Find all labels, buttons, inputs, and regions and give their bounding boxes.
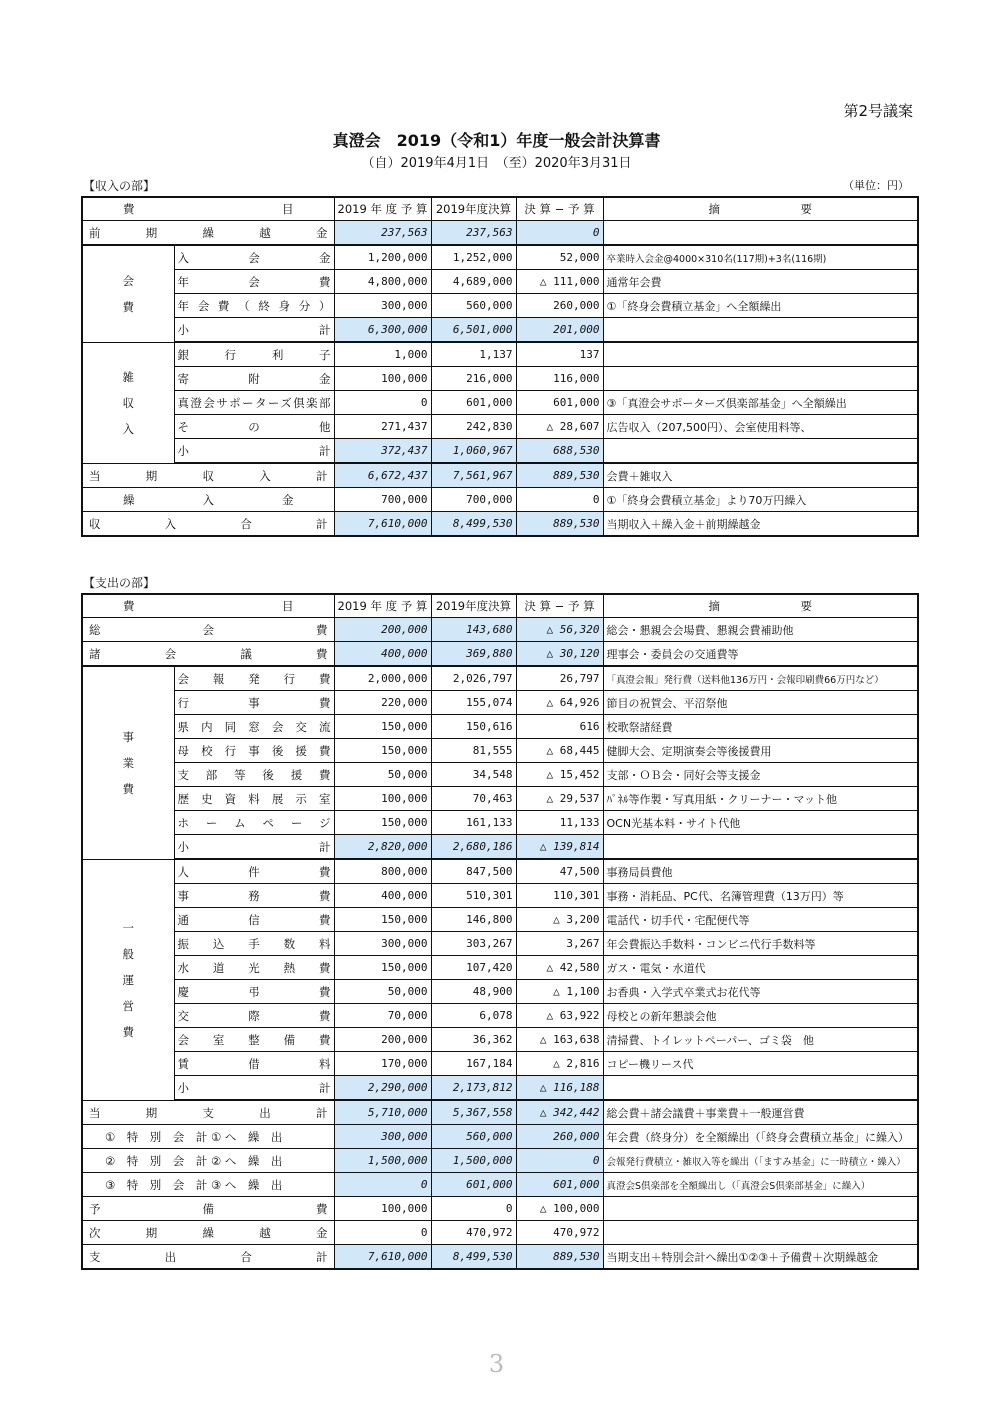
actual-cell: 560,000 xyxy=(431,294,516,318)
diff-cell: 3,267 xyxy=(516,932,603,956)
diff-cell: △ 15,452 xyxy=(516,763,603,787)
table-row xyxy=(82,642,918,667)
note-cell: ①「終身会費積立基金」へ全額繰出 xyxy=(603,294,918,318)
note-cell: OCN光基本料・サイト代他 xyxy=(603,811,918,835)
subtotal-label: 小 計 xyxy=(174,439,334,464)
actual-cell: 4,689,000 xyxy=(431,270,516,294)
diff-cell: △ 163,638 xyxy=(516,1028,603,1052)
actual-cell: 1,252,000 xyxy=(431,245,516,270)
table-row xyxy=(82,294,918,318)
table-row xyxy=(82,1004,918,1028)
row-label: 次期繰越金 xyxy=(82,1221,334,1245)
diff-cell: 26,797 xyxy=(516,666,603,691)
note-cell: ﾊﾟﾈﾙ等作製・写真用紙・クリーナー・マット他 xyxy=(603,787,918,811)
table-row xyxy=(82,221,918,246)
note-cell xyxy=(603,1221,918,1245)
diff-cell: 260,000 xyxy=(516,294,603,318)
table-row xyxy=(82,884,918,908)
budget-cell: 4,800,000 xyxy=(334,270,431,294)
diff-cell: 889,530 xyxy=(516,512,603,537)
row-label: 銀行利子 xyxy=(174,342,334,367)
diff-cell: 137 xyxy=(516,342,603,367)
expense-table xyxy=(81,593,919,1270)
table-row xyxy=(82,415,918,439)
header-budget: 2019 年 度 予 算 xyxy=(334,594,431,618)
table-row xyxy=(82,715,918,739)
note-cell: 「真澄会報」発行費（送料他136万円・会報印刷費66万円など） xyxy=(603,666,918,691)
budget-cell: 150,000 xyxy=(334,715,431,739)
category-label: 一 般 運 営 費 xyxy=(122,920,134,1039)
diff-cell: 601,000 xyxy=(516,391,603,415)
diff-cell: 601,000 xyxy=(516,1173,603,1197)
budget-cell: 150,000 xyxy=(334,956,431,980)
budget-cell: 7,610,000 xyxy=(334,1245,431,1270)
note-cell: 母校との新年懇談会他 xyxy=(603,1004,918,1028)
actual-cell: 1,137 xyxy=(431,342,516,367)
table-row xyxy=(82,1197,918,1221)
table-row xyxy=(82,512,918,537)
note-cell: ①「終身会費積立基金」より70万円繰入 xyxy=(603,488,918,512)
note-cell: 事務・消耗品、PC代、名簿管理費（13万円）等 xyxy=(603,884,918,908)
actual-cell: 36,362 xyxy=(431,1028,516,1052)
diff-cell: △ 56,320 xyxy=(516,618,603,642)
note-cell: 健脚大会、定期演奏会等後援費用 xyxy=(603,739,918,763)
note-cell: ③「真澄会サポーターズ倶楽部基金」へ全額繰出 xyxy=(603,391,918,415)
row-label: 事務費 xyxy=(174,884,334,908)
budget-cell: 70,000 xyxy=(334,1004,431,1028)
header-budget: 2019 年 度 予 算 xyxy=(334,197,431,221)
note-cell: 真澄会S倶楽部を全額繰出し（「真澄会S倶楽部基金」に繰入） xyxy=(603,1173,918,1197)
row-label: 当期支出計 xyxy=(82,1100,334,1125)
category-label: 雑 収 入 xyxy=(122,369,134,436)
table-row xyxy=(82,463,918,488)
budget-cell: 170,000 xyxy=(334,1052,431,1076)
diff-cell: △ 42,580 xyxy=(516,956,603,980)
table-row xyxy=(82,270,918,294)
row-label: 年会費（終身分） xyxy=(174,294,334,318)
diff-cell: 0 xyxy=(516,221,603,246)
category-label: 会 費 xyxy=(122,273,134,314)
actual-cell: 700,000 xyxy=(431,488,516,512)
row-label: 交際費 xyxy=(174,1004,334,1028)
diff-cell: 201,000 xyxy=(516,318,603,343)
actual-cell: 560,000 xyxy=(431,1125,516,1149)
actual-cell: 2,680,186 xyxy=(431,835,516,860)
header-note: 摘 要 xyxy=(603,197,918,221)
note-cell xyxy=(603,342,918,367)
header-row xyxy=(82,594,918,618)
note-cell xyxy=(603,835,918,860)
budget-cell: 7,610,000 xyxy=(334,512,431,537)
row-label: ホームページ xyxy=(174,811,334,835)
budget-cell: 200,000 xyxy=(334,618,431,642)
budget-cell: 300,000 xyxy=(334,294,431,318)
row-label: 寄附金 xyxy=(174,367,334,391)
note-cell xyxy=(603,367,918,391)
diff-cell: 616 xyxy=(516,715,603,739)
row-label: ③ 特 別 会 計 ③ へ 繰 出 xyxy=(82,1173,334,1197)
actual-cell: 303,267 xyxy=(431,932,516,956)
actual-cell: 155,074 xyxy=(431,691,516,715)
budget-cell: 271,437 xyxy=(334,415,431,439)
diff-cell: △ 116,188 xyxy=(516,1076,603,1101)
diff-cell: △ 111,000 xyxy=(516,270,603,294)
note-cell: ガス・電気・水道代 xyxy=(603,956,918,980)
header-diff: 決 算 − 予 算 xyxy=(516,594,603,618)
table-row xyxy=(82,763,918,787)
diff-cell: 0 xyxy=(516,488,603,512)
table-row xyxy=(82,691,918,715)
expense-section-label: 【支出の部】 xyxy=(83,576,156,590)
diff-cell: 52,000 xyxy=(516,245,603,270)
budget-cell: 372,437 xyxy=(334,439,431,464)
actual-cell: 5,367,558 xyxy=(431,1100,516,1125)
header-actual: 2019年度決算 xyxy=(431,594,516,618)
actual-cell: 48,900 xyxy=(431,980,516,1004)
table-row xyxy=(82,908,918,932)
note-cell: 通常年会費 xyxy=(603,270,918,294)
table-row xyxy=(82,1149,918,1173)
table-row xyxy=(82,1221,918,1245)
actual-cell: 6,501,000 xyxy=(431,318,516,343)
row-label: 収入合計 xyxy=(82,512,334,537)
subtotal-row xyxy=(82,1076,918,1101)
diff-cell: △ 3,200 xyxy=(516,908,603,932)
actual-cell: 510,301 xyxy=(431,884,516,908)
actual-cell: 107,420 xyxy=(431,956,516,980)
diff-cell: △ 30,120 xyxy=(516,642,603,667)
table-row xyxy=(82,811,918,835)
actual-cell: 150,616 xyxy=(431,715,516,739)
note-cell: 事務局員費他 xyxy=(603,859,918,884)
row-label: 慶弔費 xyxy=(174,980,334,1004)
budget-cell: 800,000 xyxy=(334,859,431,884)
actual-cell: 6,078 xyxy=(431,1004,516,1028)
subtotal-label: 小 計 xyxy=(174,318,334,343)
table-row xyxy=(82,1125,918,1149)
agenda-number: 第2号議案 xyxy=(843,102,913,120)
note-cell: 理事会・委員会の交通費等 xyxy=(603,642,918,667)
budget-cell: 400,000 xyxy=(334,884,431,908)
note-cell xyxy=(603,439,918,464)
diff-cell: △ 139,814 xyxy=(516,835,603,860)
budget-cell: 0 xyxy=(334,391,431,415)
note-cell: 清掃費、トイレットペーパー、ゴミ袋 他 xyxy=(603,1028,918,1052)
table-row xyxy=(82,932,918,956)
actual-cell: 369,880 xyxy=(431,642,516,667)
note-cell: 当期支出＋特別会計へ繰出①②③＋予備費＋次期繰越金 xyxy=(603,1245,918,1270)
diff-cell: 110,301 xyxy=(516,884,603,908)
note-cell: 会費＋雑収入 xyxy=(603,463,918,488)
header-note: 摘 要 xyxy=(603,594,918,618)
note-cell: コピー機リース代 xyxy=(603,1052,918,1076)
actual-cell: 2,173,812 xyxy=(431,1076,516,1101)
budget-cell: 100,000 xyxy=(334,787,431,811)
diff-cell: △ 68,445 xyxy=(516,739,603,763)
table-row xyxy=(82,1173,918,1197)
table-row xyxy=(82,367,918,391)
page-number: 3 xyxy=(488,1350,505,1378)
actual-cell: 7,561,967 xyxy=(431,463,516,488)
actual-cell: 167,184 xyxy=(431,1052,516,1076)
budget-cell: 0 xyxy=(334,1221,431,1245)
row-label: 賃借料 xyxy=(174,1052,334,1076)
subtotal-label: 小 計 xyxy=(174,1076,334,1101)
table-row xyxy=(82,488,918,512)
diff-cell: △ 2,816 xyxy=(516,1052,603,1076)
note-cell: 総会費＋諸会議費＋事業費＋一般運営費 xyxy=(603,1100,918,1125)
table-row xyxy=(82,342,918,367)
actual-cell: 470,972 xyxy=(431,1221,516,1245)
actual-cell: 143,680 xyxy=(431,618,516,642)
actual-cell: 242,830 xyxy=(431,415,516,439)
budget-cell: 700,000 xyxy=(334,488,431,512)
actual-cell: 81,555 xyxy=(431,739,516,763)
budget-cell: 1,200,000 xyxy=(334,245,431,270)
note-cell xyxy=(603,221,918,246)
row-label: 真澄会サポーターズ倶楽部 xyxy=(174,391,334,415)
budget-cell: 0 xyxy=(334,1173,431,1197)
actual-cell: 237,563 xyxy=(431,221,516,246)
table-row xyxy=(82,1100,918,1125)
row-label: 予備費 xyxy=(82,1197,334,1221)
row-label: 会室整備費 xyxy=(174,1028,334,1052)
actual-cell: 8,499,530 xyxy=(431,512,516,537)
row-label: 入会金 xyxy=(174,245,334,270)
diff-cell: 11,133 xyxy=(516,811,603,835)
note-cell: 電話代・切手代・宅配便代等 xyxy=(603,908,918,932)
row-label: 支部等後援費 xyxy=(174,763,334,787)
diff-cell: 0 xyxy=(516,1149,603,1173)
unit-label: （単位：円） xyxy=(843,179,909,192)
actual-cell: 847,500 xyxy=(431,859,516,884)
actual-cell: 34,548 xyxy=(431,763,516,787)
note-cell xyxy=(603,1076,918,1101)
budget-cell: 237,563 xyxy=(334,221,431,246)
table-row xyxy=(82,787,918,811)
row-label: 総会費 xyxy=(82,618,334,642)
row-label: 人件費 xyxy=(174,859,334,884)
budget-cell: 100,000 xyxy=(334,1197,431,1221)
diff-cell: △ 63,922 xyxy=(516,1004,603,1028)
header-diff: 決 算 − 予 算 xyxy=(516,197,603,221)
row-label: 繰入金 xyxy=(82,488,334,512)
table-row xyxy=(82,980,918,1004)
category-cell xyxy=(82,342,174,463)
income-table xyxy=(81,196,919,537)
budget-cell: 400,000 xyxy=(334,642,431,667)
row-label: 振込手数料 xyxy=(174,932,334,956)
header-item: 費 目 xyxy=(82,594,334,618)
table-row xyxy=(82,666,918,691)
row-label: ① 特 別 会 計 ① へ 繰 出 xyxy=(82,1125,334,1149)
budget-cell: 2,000,000 xyxy=(334,666,431,691)
table-row xyxy=(82,1245,918,1270)
actual-cell: 216,000 xyxy=(431,367,516,391)
row-label: 年会費 xyxy=(174,270,334,294)
note-cell: 会報発行費積立・雑収入等を繰出（「ますみ基金」に一時積立・繰入） xyxy=(603,1149,918,1173)
row-label: 歴史資料展示室 xyxy=(174,787,334,811)
header-row xyxy=(82,197,918,221)
diff-cell: 470,972 xyxy=(516,1221,603,1245)
diff-cell: 688,530 xyxy=(516,439,603,464)
fiscal-period: （自）2019年4月1日 （至）2020年3月31日 xyxy=(361,156,632,171)
row-label: 諸会議費 xyxy=(82,642,334,667)
table-row xyxy=(82,245,918,270)
table-row xyxy=(82,956,918,980)
row-label: 母校行事後援費 xyxy=(174,739,334,763)
budget-cell: 100,000 xyxy=(334,367,431,391)
diff-cell: △ 64,926 xyxy=(516,691,603,715)
budget-cell: 150,000 xyxy=(334,811,431,835)
table-row xyxy=(82,1052,918,1076)
subtotal-label: 小 計 xyxy=(174,835,334,860)
budget-cell: 300,000 xyxy=(334,932,431,956)
row-label: 会報発行費 xyxy=(174,666,334,691)
note-cell: 広告収入（207,500円）、会室使用料等、 xyxy=(603,415,918,439)
note-cell: 支部・ＯＢ会・同好会等支援金 xyxy=(603,763,918,787)
actual-cell: 8,499,530 xyxy=(431,1245,516,1270)
row-label: 水道光熱費 xyxy=(174,956,334,980)
diff-cell: △ 342,442 xyxy=(516,1100,603,1125)
row-label: 前期繰越金 xyxy=(82,221,334,246)
income-section-label: 【収入の部】 xyxy=(83,179,156,193)
note-cell: 卒業時入会金@4000×310名(117期)+3名(116期) xyxy=(603,245,918,270)
row-label: ② 特 別 会 計 ② へ 繰 出 xyxy=(82,1149,334,1173)
row-label: 通信費 xyxy=(174,908,334,932)
diff-cell: 889,530 xyxy=(516,1245,603,1270)
actual-cell: 161,133 xyxy=(431,811,516,835)
diff-cell: △ 28,607 xyxy=(516,415,603,439)
budget-cell: 6,300,000 xyxy=(334,318,431,343)
budget-cell: 220,000 xyxy=(334,691,431,715)
diff-cell: △ 100,000 xyxy=(516,1197,603,1221)
note-cell: お香典・入学式卒業式お花代等 xyxy=(603,980,918,1004)
note-cell: 総会・懇親会会場費、懇親会費補助他 xyxy=(603,618,918,642)
category-label: 事 業 費 xyxy=(122,729,134,796)
budget-cell: 50,000 xyxy=(334,980,431,1004)
diff-cell: 47,500 xyxy=(516,859,603,884)
note-cell: 校歌祭諸経費 xyxy=(603,715,918,739)
budget-cell: 200,000 xyxy=(334,1028,431,1052)
category-cell xyxy=(82,666,174,859)
actual-cell: 1,500,000 xyxy=(431,1149,516,1173)
actual-cell: 601,000 xyxy=(431,1173,516,1197)
table-row xyxy=(82,1028,918,1052)
header-item: 費 目 xyxy=(82,197,334,221)
note-cell xyxy=(603,318,918,343)
actual-cell: 2,026,797 xyxy=(431,666,516,691)
budget-cell: 1,500,000 xyxy=(334,1149,431,1173)
row-label: 支出合計 xyxy=(82,1245,334,1270)
row-label: 県内同窓会交流 xyxy=(174,715,334,739)
row-label: 行事費 xyxy=(174,691,334,715)
budget-cell: 300,000 xyxy=(334,1125,431,1149)
table-row xyxy=(82,391,918,415)
subtotal-row xyxy=(82,835,918,860)
budget-cell: 150,000 xyxy=(334,739,431,763)
actual-cell: 1,060,967 xyxy=(431,439,516,464)
budget-cell: 150,000 xyxy=(334,908,431,932)
subtotal-row xyxy=(82,439,918,464)
actual-cell: 0 xyxy=(431,1197,516,1221)
note-cell: 年会費振込手数料・コンビニ代行手数料等 xyxy=(603,932,918,956)
table-row xyxy=(82,739,918,763)
note-cell: 当期収入＋繰入金＋前期繰越金 xyxy=(603,512,918,537)
budget-cell: 50,000 xyxy=(334,763,431,787)
actual-cell: 146,800 xyxy=(431,908,516,932)
diff-cell: 260,000 xyxy=(516,1125,603,1149)
category-cell xyxy=(82,245,174,342)
category-cell xyxy=(82,859,174,1100)
document-title: 真澄会 2019（令和1）年度一般会計決算書 xyxy=(332,131,661,150)
diff-cell: 116,000 xyxy=(516,367,603,391)
actual-cell: 601,000 xyxy=(431,391,516,415)
budget-cell: 1,000 xyxy=(334,342,431,367)
diff-cell: △ 29,537 xyxy=(516,787,603,811)
budget-cell: 2,820,000 xyxy=(334,835,431,860)
diff-cell: 889,530 xyxy=(516,463,603,488)
note-cell: 年会費（終身分）を全額繰出（「終身会費積立基金」に繰入） xyxy=(603,1125,918,1149)
note-cell xyxy=(603,1197,918,1221)
table-row xyxy=(82,618,918,642)
row-label: その他 xyxy=(174,415,334,439)
diff-cell: △ 1,100 xyxy=(516,980,603,1004)
table-row xyxy=(82,859,918,884)
actual-cell: 70,463 xyxy=(431,787,516,811)
note-cell: 節目の祝賀会、平沼祭他 xyxy=(603,691,918,715)
budget-cell: 5,710,000 xyxy=(334,1100,431,1125)
header-actual: 2019年度決算 xyxy=(431,197,516,221)
subtotal-row xyxy=(82,318,918,343)
row-label: 当期収入計 xyxy=(82,463,334,488)
budget-cell: 6,672,437 xyxy=(334,463,431,488)
budget-cell: 2,290,000 xyxy=(334,1076,431,1101)
